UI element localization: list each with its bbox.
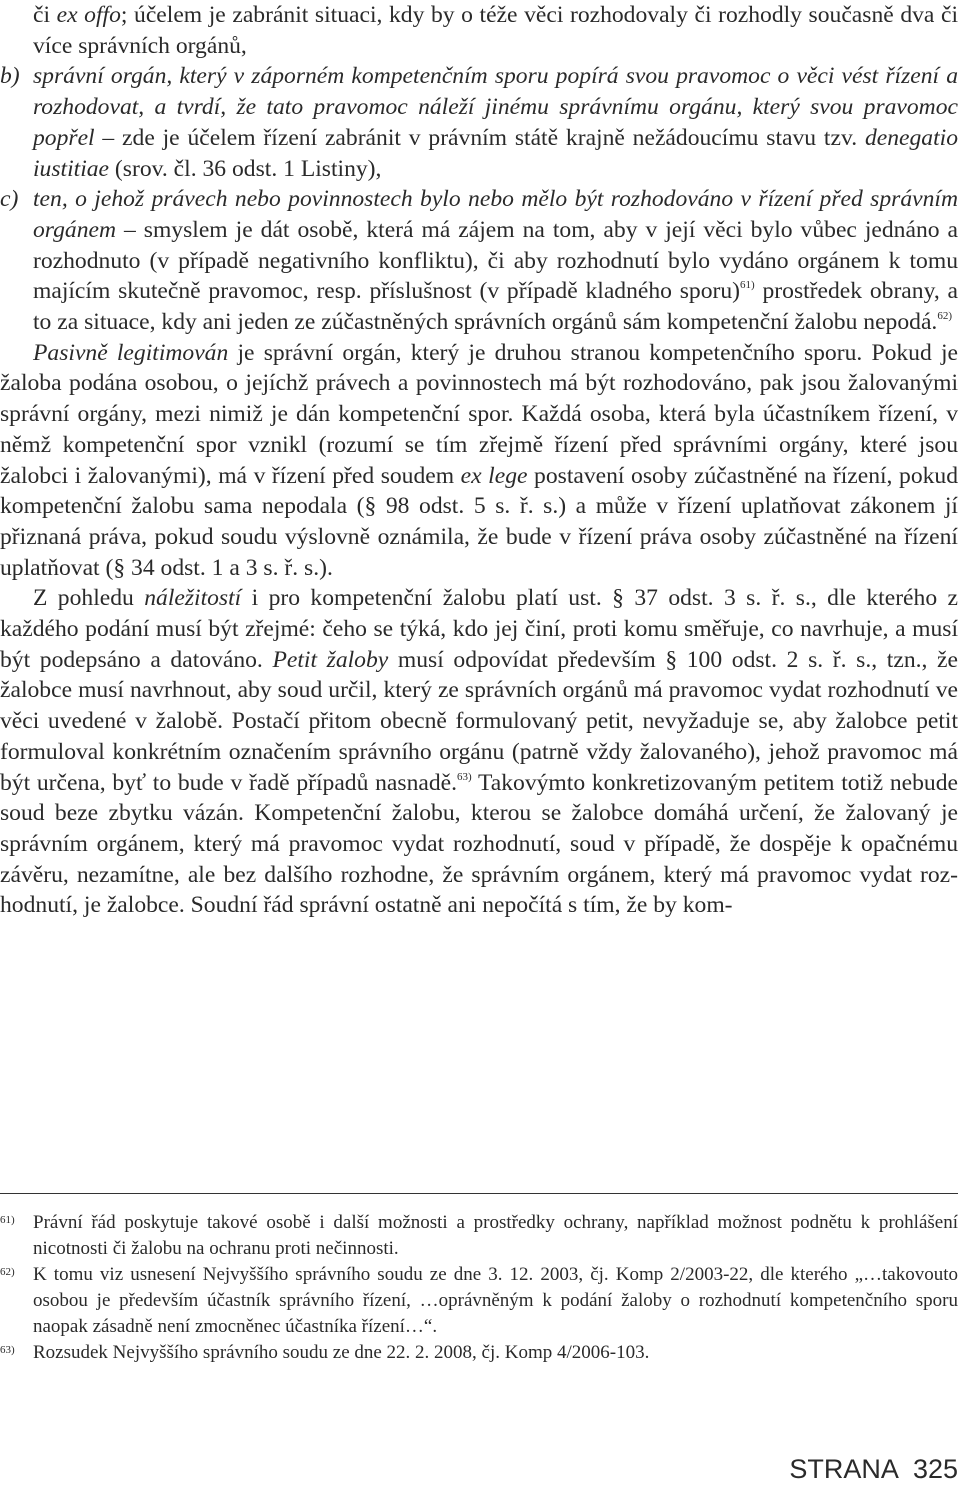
- text-run: – zde je účelem řízení zabránit v právním státě krajně nežádoucímu stavu tzv.: [94, 124, 865, 151]
- latin-term: ex offo: [56, 2, 121, 28]
- text-run: postavení osoby zúčastněné na řízení, pokud kompetenční žalobu sama nepodala (§ 98 odst. 5 s. ř. s.) a může v řízení uplatňovat zákonem jí přiznaná práva, pokud soudu výslovně oznámila, že bude v řízení práva osoby zúčastněné na řízení uplatňovat (§ 34 odst. 1 a 3 s. ř. s.).: [0, 462, 959, 581]
- footnote-ref-63[interactable]: 63): [457, 770, 472, 783]
- page-label: STRANA: [789, 1454, 899, 1484]
- footnote-61: [0, 1210, 958, 1262]
- footnote-text: K tomu viz usnesení Nejvyššího správního soudu ze dne 3. 12. 2003, čj. Komp 2/2003-22, dle kterého „…takovouto osobou je především účastník správního řízení, …oprávněným k podání žaloby o rozhodnutí kompetenčního sporu naopak zásadně není zmocněnec účastníka řízení…“.: [33, 1264, 958, 1337]
- emphasis-text: Petit žaloby: [272, 646, 389, 673]
- text-run: musí odpovídat především § 100 odst. 2 s. ř. s., tzn., že žalobce musí navrhnout, aby soud určil, který ze správních orgánů má pravomoc vydat rozhodnutí ve věci uvedené v žalobě. Postačí přitom obecně formulovaný petit, nevyžaduje se, aby žalobce petit formuloval konkrétním označením správního orgánu (patrně vždy žalovaného), jehož pravomoc má být určena, byť to bude v řadě případů nasnadě.: [0, 646, 958, 796]
- footnote-text: Rozsudek Nejvyššího správního soudu ze dne 22. 2. 2008, čj. Komp 4/2006-103.: [33, 1342, 650, 1363]
- footnote-ref-62[interactable]: 62): [937, 310, 952, 323]
- text-run: (srov. čl. 36 odst. 1 Listiny),: [109, 155, 382, 182]
- footnote-number: 61): [0, 1214, 15, 1226]
- emphasis-text: náležitostí: [144, 585, 242, 612]
- emphasis-text: Pasivně legitimován: [33, 339, 229, 366]
- text-run: i pro kompetenční žalobu platí ust. § 37 odst. 3 s. ř. s., dle kterého z každého podání musí být zřejmé: čeho se týká, kdo jej činí, proti komu směřuje, co navrhuje, a musí být podepsáno a datováno.: [0, 585, 958, 673]
- emphasis-text: správní orgán, který v záporném kompetenčním sporu popírá svou pravomoc o věci vést řízení a rozhodovat, a tvrdí, že tato pravomoc náleží jinému správnímu orgánu, který svou pravomoc popřel: [33, 63, 958, 151]
- footnote-number: 63): [0, 1344, 15, 1356]
- text-run: Takovýmto konkretizovaným petitem totiž nebude soud beze zbytku vázán. Kompetenční žalobu, kterou se žalobce domáhá určení, že žalovaný je správním orgánem, který má pravomoc vydat rozhodnutí, soud v případě, že dospěje k opačnému závěru, nezamítne, ale bez dalšího rozhodne, že správním orgánem, který má pravomoc vydat rozhodnutí, je žalobce. Soudní řád správní ostatně ani nepočítá s tím, že by kom-: [0, 769, 959, 919]
- footnote-63: [0, 1340, 958, 1366]
- footnote-number: 62): [0, 1266, 15, 1278]
- paragraph-passive-legitimation: [0, 338, 958, 584]
- emphasis-text: ten, o jehož právech nebo povinnostech bylo nebo mělo být rozhodováno v řízení před správním orgánem: [33, 186, 958, 243]
- text-run: či: [33, 2, 57, 28]
- footnote-62: [0, 1262, 958, 1340]
- latin-term: denegatio iustitiae: [33, 124, 958, 182]
- list-item-b: [0, 61, 958, 184]
- latin-term: ex lege: [460, 462, 528, 489]
- list-marker: c): [0, 186, 19, 213]
- text-run: je správní orgán, který je druhou stranou kompetenčního sporu. Pokud je žaloba podána osobou, o jejíchž právech a povinnostech má být rozhodováno, pak jsou žalovanými správní orgány, mezi nimiž je dán kompetenční spor. Každá osoba, která byla účastníkem řízení, v němž kompetenční spor vznikl (rozumí se tím zřejmě řízení před správními orgány, které jsou žalobci i žalovanými), má v řízení před soudem: [0, 339, 958, 489]
- text-run: – smyslem je dát osobě, která má zájem na tom, aby v její věci bylo vůbec jednáno a rozhodnuto (v případě negativního konfliktu), či aby rozhodnutí bylo vydáno orgánem k tomu majícím skutečně pravomoc, resp. příslušnost (v případě kladného sporu): [33, 216, 958, 305]
- footnote-ref-61[interactable]: 61): [740, 279, 755, 292]
- text-run: prostředek obrany, a to za situace, kdy ani jeden ze zúčastněných správních orgánů sám kompetenční žalobu nepodá.: [33, 278, 958, 336]
- list-item-c: [0, 184, 958, 338]
- footnote-divider: [0, 1193, 958, 1194]
- list-marker: b): [0, 63, 20, 90]
- text-run: ; účelem je zabránit situaci, kdy by o téže věci rozhodovaly či rozhodly současně dva či více správních orgánů,: [33, 2, 958, 59]
- page-footer: [789, 1453, 958, 1485]
- footnotes: [0, 1210, 958, 1366]
- footnote-text: Právní řád poskytuje takové osobě i další možnosti a prostředky ochrany, například možnost podnětu k prohlášení nicotnosti či žalobu na ochranu proti nečinnosti.: [33, 1212, 958, 1259]
- paragraph-continuation: [0, 0, 958, 61]
- page-number: 325: [912, 1454, 958, 1484]
- text-run: Z pohledu: [33, 585, 145, 612]
- paragraph-requirements: [0, 583, 958, 921]
